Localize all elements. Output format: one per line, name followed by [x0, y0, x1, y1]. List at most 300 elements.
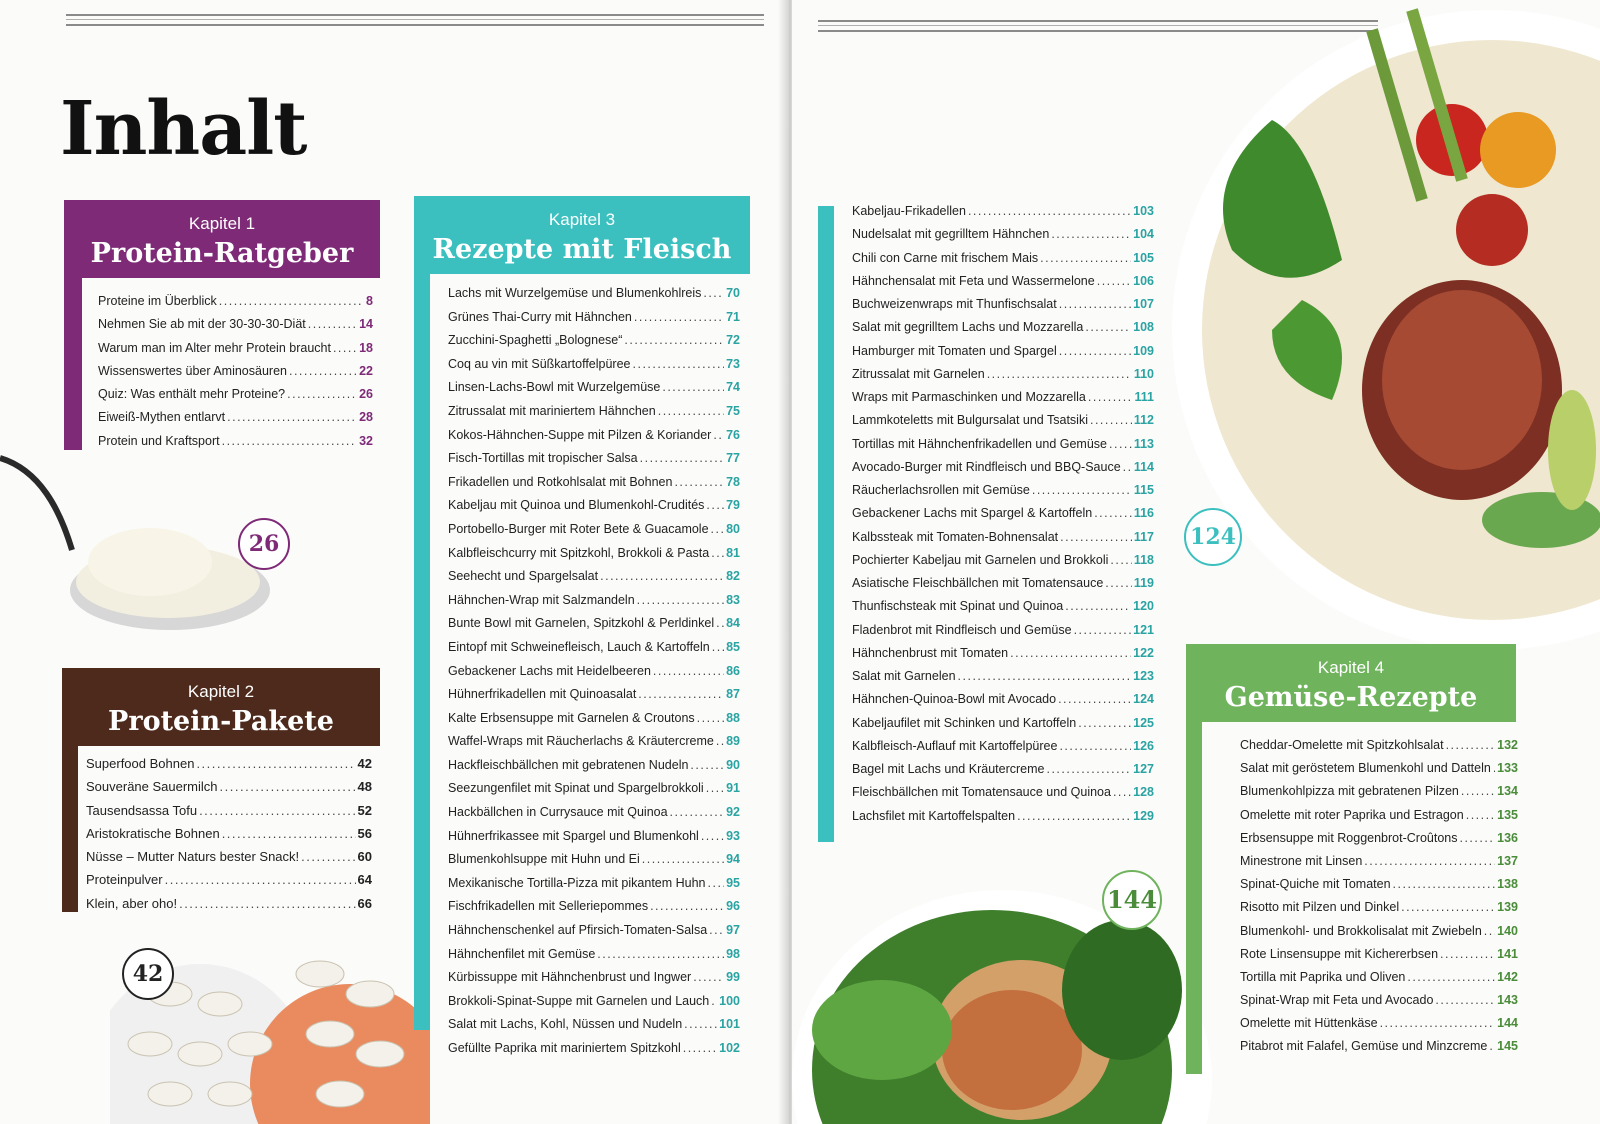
toc-entry-title: Tortillas mit Hähnchenfrikadellen und Gemüse: [852, 436, 1107, 451]
toc-dot-leader: [708, 876, 725, 890]
toc-dot-leader: [219, 294, 364, 308]
chapter-2-header: [62, 668, 380, 746]
chapter-3-label: Kapitel 3: [548, 210, 616, 229]
toc-entry-title: Zucchini-Spaghetti „Bolognese“: [448, 333, 623, 348]
toc-entry: [448, 451, 740, 475]
toc-dot-leader: [968, 204, 1131, 218]
toc-entry-title: Kalbssteak mit Tomaten-Bohnensalat: [852, 529, 1059, 544]
toc-dot-leader: [1484, 924, 1495, 938]
toc-entry-title: Rote Linsensuppe mit Kichererbsen: [1240, 946, 1439, 961]
toc-entry-title: Gebackener Lachs mit Heidelbeeren: [448, 663, 651, 678]
toc-entry-page: 8: [366, 294, 373, 308]
toc-entry: [852, 227, 1154, 250]
toc-entry-title: Seehecht und Spargelsalat: [448, 569, 599, 584]
right-page: [792, 0, 1600, 1124]
toc-entry: [852, 739, 1154, 762]
toc-entry-page: 76: [726, 427, 740, 442]
toc-dot-leader: [650, 899, 724, 913]
toc-entry-page: 142: [1497, 969, 1518, 984]
chapter-2-label: Kapitel 2: [187, 682, 255, 701]
toc-entry-page: 90: [726, 757, 740, 772]
chapter-4-label: Kapitel 4: [1317, 658, 1385, 677]
toc-entry: [1240, 924, 1518, 947]
toc-entry-page: 22: [359, 363, 373, 378]
toc-entry-page: 113: [1133, 436, 1154, 451]
toc-entry-page: 128: [1133, 785, 1154, 800]
toc-entry-page: 135: [1497, 807, 1518, 822]
toc-entry: [98, 317, 373, 340]
toc-entry: [852, 785, 1154, 808]
toc-dot-leader: [1097, 274, 1131, 288]
chapter-3-title: Rezepte mit Fleisch: [432, 234, 732, 265]
toc-dot-leader: [1090, 413, 1132, 427]
toc-entry-page: 96: [726, 899, 740, 914]
toc-dot-leader: [706, 498, 724, 512]
toc-dot-leader: [662, 380, 724, 394]
toc-entry-page: 26: [359, 387, 373, 402]
toc-entry-title: Klein, aber oho!: [86, 895, 178, 911]
chapter-4-list: [1240, 738, 1518, 1063]
toc-entry-page: 111: [1134, 390, 1154, 404]
toc-entry-page: 83: [726, 592, 740, 607]
toc-entry: [852, 669, 1154, 692]
toc-entry: [1240, 970, 1518, 993]
toc-dot-leader: [1459, 831, 1495, 845]
toc-entry: [448, 357, 740, 381]
toc-dot-leader: [640, 451, 724, 465]
toc-entry-page: 103: [1133, 204, 1154, 218]
toc-dot-leader: [287, 387, 357, 401]
toc-entry: [448, 404, 740, 428]
toc-entry-title: Spinat-Quiche mit Tomaten: [1240, 877, 1391, 892]
toc-entry: [98, 341, 373, 364]
toc-dot-leader: [697, 711, 724, 725]
toc-entry-page: 104: [1133, 227, 1154, 242]
toc-entry-title: Eiweiß-Mythen entlarvt: [98, 410, 226, 425]
toc-entry: [852, 506, 1154, 529]
toc-entry-page: 124: [1133, 692, 1154, 707]
toc-entry-title: Bunte Bowl mit Garnelen, Spitzkohl & Perldinkel: [448, 616, 715, 631]
toc-entry-page: 14: [359, 317, 373, 332]
toc-entry: [86, 896, 372, 919]
toc-entry-page: 127: [1133, 762, 1154, 776]
toc-dot-leader: [222, 826, 356, 841]
toc-entry-title: Warum man im Alter mehr Protein braucht: [98, 340, 331, 355]
toc-entry-title: Hähnchen-Wrap mit Salzmandeln: [448, 592, 635, 607]
toc-entry-page: 137: [1497, 853, 1518, 868]
toc-entry-title: Hackbällchen in Currysauce mit Quinoa: [448, 805, 668, 820]
toc-entry: [852, 599, 1154, 622]
toc-entry-title: Risotto mit Pilzen und Dinkel: [1240, 900, 1400, 915]
toc-entry-page: 140: [1497, 923, 1518, 938]
toc-entry: [1240, 808, 1518, 831]
toc-entry-title: Hackfleischbällchen mit gebratenen Nudeln: [448, 757, 689, 772]
toc-entry: [1240, 738, 1518, 761]
toc-entry-page: 48: [357, 779, 372, 795]
toc-entry-page: 120: [1133, 599, 1154, 614]
toc-entry: [1240, 900, 1518, 923]
toc-entry-title: Kabeljaufilet mit Schinken und Kartoffeln: [852, 715, 1077, 730]
toc-dot-leader: [165, 872, 356, 887]
toc-entry-title: Lammkoteletts mit Bulgursalat und Tsatsiki: [852, 413, 1088, 428]
toc-entry-title: Seezungenfilet mit Spinat und Spargelbrokkoli: [448, 781, 704, 796]
toc-dot-leader: [716, 734, 724, 748]
toc-entry-page: 102: [719, 1041, 740, 1055]
toc-entry-page: 18: [359, 340, 373, 355]
toc-entry-page: 101: [719, 1017, 740, 1032]
toc-entry-title: Zitrussalat mit mariniertem Hähnchen: [448, 403, 656, 418]
page-badge-26: 26: [238, 518, 290, 570]
toc-dot-leader: [624, 333, 724, 347]
toc-entry-page: 81: [726, 545, 740, 560]
chapter-3-header: [414, 196, 750, 274]
toc-dot-leader: [693, 970, 724, 984]
toc-entry: [852, 762, 1154, 785]
chapter-4-sidebar: [1186, 722, 1202, 1074]
toc-entry-page: 52: [357, 802, 372, 818]
toc-dot-leader: [1109, 437, 1132, 451]
toc-dot-leader: [1489, 1039, 1495, 1053]
toc-entry-title: Thunfischsteak mit Spinat und Quinoa: [852, 599, 1064, 614]
chapter-1-list: [98, 294, 373, 457]
toc-entry: [852, 692, 1154, 715]
toc-entry-title: Avocado-Burger mit Rindfleisch und BBQ-Sauce: [852, 459, 1121, 474]
toc-entry-title: Salat mit gegrilltem Lachs und Mozzarella: [852, 320, 1084, 335]
toc-entry-title: Linsen-Lachs-Bowl mit Wurzelgemüse: [448, 380, 661, 395]
toc-entry-page: 98: [726, 946, 740, 961]
toc-dot-leader: [711, 994, 717, 1008]
toc-entry: [852, 716, 1154, 739]
toc-entry-title: Fischfrikadellen mit Selleriepommes: [448, 899, 649, 914]
toc-dot-leader: [1058, 692, 1131, 706]
toc-entry: [1240, 877, 1518, 900]
toc-entry: [448, 498, 740, 522]
toc-entry-title: Hühnerfrikassee mit Spargel und Blumenkohl: [448, 828, 699, 843]
chapter-4-title: Gemüse-Rezepte: [1224, 682, 1478, 713]
toc-dot-leader: [1446, 738, 1496, 752]
toc-entry-title: Proteine im Überblick: [98, 294, 217, 308]
toc-entry: [98, 294, 373, 317]
toc-entry-page: 109: [1133, 343, 1154, 358]
toc-entry-title: Quiz: Was enthält mehr Proteine?: [98, 387, 286, 402]
toc-entry-page: 112: [1133, 413, 1154, 428]
toc-entry: [448, 734, 740, 758]
toc-entry: [448, 899, 740, 923]
toc-dot-leader: [987, 367, 1132, 381]
toc-entry: [448, 1041, 740, 1065]
toc-entry: [86, 756, 372, 779]
toc-entry-page: 80: [726, 521, 740, 536]
toc-entry-page: 93: [726, 828, 740, 843]
toc-dot-leader: [706, 781, 724, 795]
toc-entry-title: Omelette mit Hüttenkäse: [1240, 1016, 1378, 1031]
toc-entry-page: 66: [357, 895, 372, 911]
toc-entry-title: Tausendsassa Tofu: [86, 802, 198, 818]
toc-dot-leader: [712, 640, 724, 654]
toc-dot-leader: [703, 286, 724, 300]
chapter-3-list: [448, 286, 740, 1065]
toc-entry-title: Portobello-Burger mit Roter Bete & Guacamole: [448, 521, 709, 536]
toc-entry-page: 86: [726, 663, 740, 678]
toc-entry: [86, 826, 372, 849]
toc-dot-leader: [1113, 785, 1131, 799]
toc-dot-leader: [1088, 390, 1133, 404]
toc-dot-leader: [638, 687, 724, 701]
chapter-1-label: Kapitel 1: [188, 214, 256, 233]
toc-entry: [1240, 854, 1518, 877]
toc-entry-title: Kabeljau mit Quinoa und Blumenkohl-Crudités: [448, 498, 705, 513]
toc-entry: [852, 460, 1154, 483]
toc-entry-title: Räucherlachsrollen mit Gemüse: [852, 483, 1030, 497]
toc-entry-title: Salat mit geröstetem Blumenkohl und Datteln: [1240, 761, 1491, 776]
toc-dot-leader: [1074, 623, 1132, 637]
toc-entry: [852, 344, 1154, 367]
toc-entry-title: Souveräne Sauermilch: [86, 779, 218, 795]
toc-entry-page: 64: [357, 872, 372, 888]
toc-entry: [448, 711, 740, 735]
toc-entry-page: 117: [1133, 529, 1154, 544]
toc-dot-leader: [637, 593, 724, 607]
toc-entry-title: Aristokratische Bohnen: [86, 825, 220, 841]
toc-entry-title: Hähnchen-Quinoa-Bowl mit Avocado: [852, 692, 1057, 707]
toc-entry: [448, 640, 740, 664]
toc-entry-page: 97: [726, 923, 740, 938]
toc-dot-leader: [1380, 1016, 1496, 1030]
toc-entry-page: 78: [726, 474, 740, 489]
toc-entry-title: Blumenkohlsuppe mit Huhn und Ei: [448, 852, 640, 867]
toc-entry: [448, 994, 740, 1018]
toc-entry-page: 77: [726, 451, 740, 466]
toc-dot-leader: [1040, 251, 1131, 265]
toc-entry-page: 123: [1133, 669, 1154, 683]
toc-entry-title: Hähnchensalat mit Feta und Wassermelone: [852, 273, 1095, 288]
toc-dot-leader: [1046, 762, 1131, 776]
chicken-bowl-image: [1162, 0, 1600, 670]
toc-entry-page: 121: [1133, 622, 1154, 637]
toc-entry: [1240, 993, 1518, 1016]
toc-entry-page: 126: [1133, 738, 1154, 753]
toc-entry-title: Chili con Carne mit frischem Mais: [852, 250, 1039, 265]
toc-dot-leader: [1407, 970, 1495, 984]
toc-entry-page: 118: [1133, 552, 1154, 567]
toc-entry-page: 94: [726, 852, 740, 867]
toc-entry-page: 92: [726, 805, 740, 820]
toc-entry-page: 141: [1497, 946, 1518, 961]
toc-entry-title: Hähnchenbrust mit Tomaten: [852, 645, 1009, 660]
toc-dot-leader: [1123, 460, 1132, 474]
toc-entry: [448, 970, 740, 994]
toc-entry-title: Hühnerfrikadellen mit Quinoasalat: [448, 687, 637, 702]
toc-entry: [1240, 947, 1518, 970]
toc-entry-title: Lachsfilet mit Kartoffelspalten: [852, 808, 1016, 823]
page-badge-124: 124: [1184, 508, 1242, 566]
toc-entry: [448, 522, 740, 546]
toc-entry-title: Erbsensuppe mit Roggenbrot-Croûtons: [1240, 830, 1458, 845]
toc-entry-title: Grünes Thai-Curry mit Hähnchen: [448, 309, 632, 324]
toc-entry-page: 99: [726, 970, 740, 985]
toc-entry-title: Spinat-Wrap mit Feta und Avocado: [1240, 993, 1434, 1008]
toc-dot-leader: [1393, 877, 1496, 891]
toc-entry-page: 119: [1133, 576, 1154, 590]
toc-entry: [448, 380, 740, 404]
toc-entry-page: 145: [1497, 1039, 1518, 1054]
toc-entry-title: Salat mit Garnelen: [852, 669, 956, 683]
page-title: Inhalt: [60, 86, 307, 172]
toc-entry: [448, 923, 740, 947]
toc-entry-page: 110: [1133, 366, 1154, 381]
toc-entry: [98, 387, 373, 410]
toc-entry: [448, 781, 740, 805]
toc-dot-leader: [179, 896, 355, 911]
toc-dot-leader: [1466, 808, 1495, 822]
toc-entry: [86, 849, 372, 872]
chapter-2-title: Protein-Pakete: [108, 706, 334, 737]
toc-entry-page: 144: [1497, 1016, 1518, 1031]
toc-dot-leader: [308, 317, 357, 331]
toc-entry: [852, 251, 1154, 274]
toc-entry-page: 134: [1497, 784, 1518, 799]
toc-entry-title: Asiatische Fleischbällchen mit Tomatensauce: [852, 576, 1104, 590]
toc-entry-page: 95: [726, 875, 740, 890]
toc-entry: [448, 1017, 740, 1041]
toc-entry: [448, 805, 740, 829]
toc-entry: [852, 437, 1154, 460]
toc-entry: [448, 333, 740, 357]
toc-dot-leader: [301, 849, 355, 864]
toc-entry-page: 72: [726, 333, 740, 348]
chapter-4-header: [1186, 644, 1516, 722]
toc-entry: [448, 947, 740, 971]
toc-entry-title: Protein und Kraftsport: [98, 433, 220, 448]
toc-entry-page: 115: [1133, 483, 1154, 497]
chapter-2-list: [86, 756, 372, 919]
toc-entry-title: Kalte Erbsensuppe mit Garnelen & Croutons: [448, 710, 695, 725]
toc-entry-title: Fladenbrot mit Rindfleisch und Gemüse: [852, 622, 1072, 637]
toc-entry-title: Kürbissuppe mit Hähnchenbrust und Ingwer: [448, 970, 692, 985]
toc-dot-leader: [1364, 854, 1495, 868]
toc-entry: [1240, 1039, 1518, 1062]
toc-dot-leader: [1032, 483, 1132, 497]
toc-entry-title: Tortilla mit Paprika und Oliven: [1240, 969, 1406, 984]
toc-entry: [852, 204, 1154, 227]
toc-entry: [852, 530, 1154, 553]
toc-dot-leader: [634, 310, 724, 324]
toc-entry: [1240, 1016, 1518, 1039]
toc-entry-title: Salat mit Lachs, Kohl, Nüssen und Nudeln: [448, 1017, 683, 1032]
toc-entry-page: 28: [359, 410, 373, 425]
chapter-1-header: [64, 200, 380, 278]
toc-entry-title: Mexikanische Tortilla-Pizza mit pikantem Huhn: [448, 875, 706, 890]
toc-entry-page: 106: [1133, 273, 1154, 288]
toc-dot-leader: [711, 522, 725, 536]
toc-entry-page: 129: [1133, 808, 1154, 823]
toc-dot-leader: [709, 923, 724, 937]
toc-entry: [448, 286, 740, 310]
toc-entry: [852, 320, 1154, 343]
toc-entry-page: 32: [359, 433, 373, 448]
toc-entry-title: Zitrussalat mit Garnelen: [852, 366, 985, 381]
toc-dot-leader: [1435, 993, 1495, 1007]
toc-entry: [448, 310, 740, 334]
toc-entry-title: Fisch-Tortillas mit tropischer Salsa: [448, 451, 638, 466]
toc-dot-leader: [220, 779, 356, 794]
toc-entry: [1240, 784, 1518, 807]
toc-entry-page: 116: [1133, 506, 1154, 521]
chapter-3-continued-sidebar: [818, 206, 834, 842]
toc-entry-page: 139: [1497, 900, 1518, 915]
toc-dot-leader: [670, 805, 725, 819]
toc-entry-page: 136: [1497, 830, 1518, 845]
toc-entry-page: 133: [1497, 761, 1518, 776]
toc-entry-title: Buchweizenwraps mit Thunfischsalat: [852, 297, 1057, 311]
toc-entry: [852, 809, 1154, 832]
chapter-3-continued-list: [852, 204, 1154, 832]
toc-dot-leader: [958, 669, 1132, 683]
top-rule: [66, 14, 764, 26]
toc-dot-leader: [658, 404, 724, 418]
toc-dot-leader: [1461, 784, 1495, 798]
chapter-3-sidebar: [414, 274, 430, 1030]
left-page: [0, 0, 788, 1124]
toc-entry-title: Nüsse – Mutter Naturs bester Snack!: [86, 849, 300, 865]
toc-dot-leader: [199, 803, 355, 818]
toc-dot-leader: [690, 758, 724, 772]
toc-entry: [448, 475, 740, 499]
toc-dot-leader: [1051, 227, 1131, 241]
toc-entry: [448, 876, 740, 900]
toc-entry-page: 87: [726, 687, 740, 702]
toc-dot-leader: [1065, 599, 1131, 613]
toc-entry: [86, 779, 372, 802]
toc-dot-leader: [711, 546, 724, 560]
toc-dot-leader: [1094, 506, 1132, 520]
toc-entry-title: Nehmen Sie ab mit der 30-30-30-Diät: [98, 317, 306, 332]
toc-entry-title: Wraps mit Parmaschinken und Mozzarella: [852, 390, 1086, 404]
toc-entry-page: 79: [726, 498, 740, 513]
toc-dot-leader: [222, 434, 357, 448]
toc-entry-title: Waffel-Wraps mit Räucherlachs & Kräutercreme: [448, 734, 714, 749]
toc-entry: [98, 410, 373, 433]
toc-entry: [448, 593, 740, 617]
toc-entry-title: Cheddar-Omelette mit Spitzkohlsalat: [1240, 738, 1444, 752]
toc-entry-title: Gebackener Lachs mit Spargel & Kartoffeln: [852, 506, 1093, 521]
toc-entry: [448, 546, 740, 570]
toc-entry-title: Frikadellen und Rotkohlsalat mit Bohnen: [448, 474, 673, 489]
toc-entry-title: Kalbfleischcurry mit Spitzkohl, Brokkoli & Pasta: [448, 545, 710, 560]
toc-entry-page: 82: [726, 569, 740, 584]
toc-entry-title: Nudelsalat mit gegrilltem Hähnchen: [852, 227, 1050, 242]
toc-dot-leader: [674, 475, 724, 489]
toc-entry-page: 143: [1497, 993, 1518, 1008]
toc-entry-page: 56: [357, 825, 372, 841]
toc-entry: [86, 803, 372, 826]
toc-entry-page: 89: [726, 734, 740, 749]
toc-entry: [852, 483, 1154, 506]
toc-entry-page: 114: [1133, 459, 1154, 474]
toc-entry-page: 107: [1133, 297, 1154, 311]
toc-entry: [448, 616, 740, 640]
toc-entry: [852, 367, 1154, 390]
toc-entry-page: 74: [726, 380, 740, 395]
toc-dot-leader: [713, 428, 724, 442]
toc-entry: [852, 576, 1154, 599]
toc-entry-title: Omelette mit roter Paprika und Estragon: [1240, 807, 1464, 822]
toc-dot-leader: [1401, 900, 1495, 914]
toc-entry: [448, 664, 740, 688]
toc-entry-title: Coq au vin mit Süßkartoffelpüree: [448, 356, 631, 371]
toc-dot-leader: [227, 410, 357, 424]
toc-entry: [448, 829, 740, 853]
